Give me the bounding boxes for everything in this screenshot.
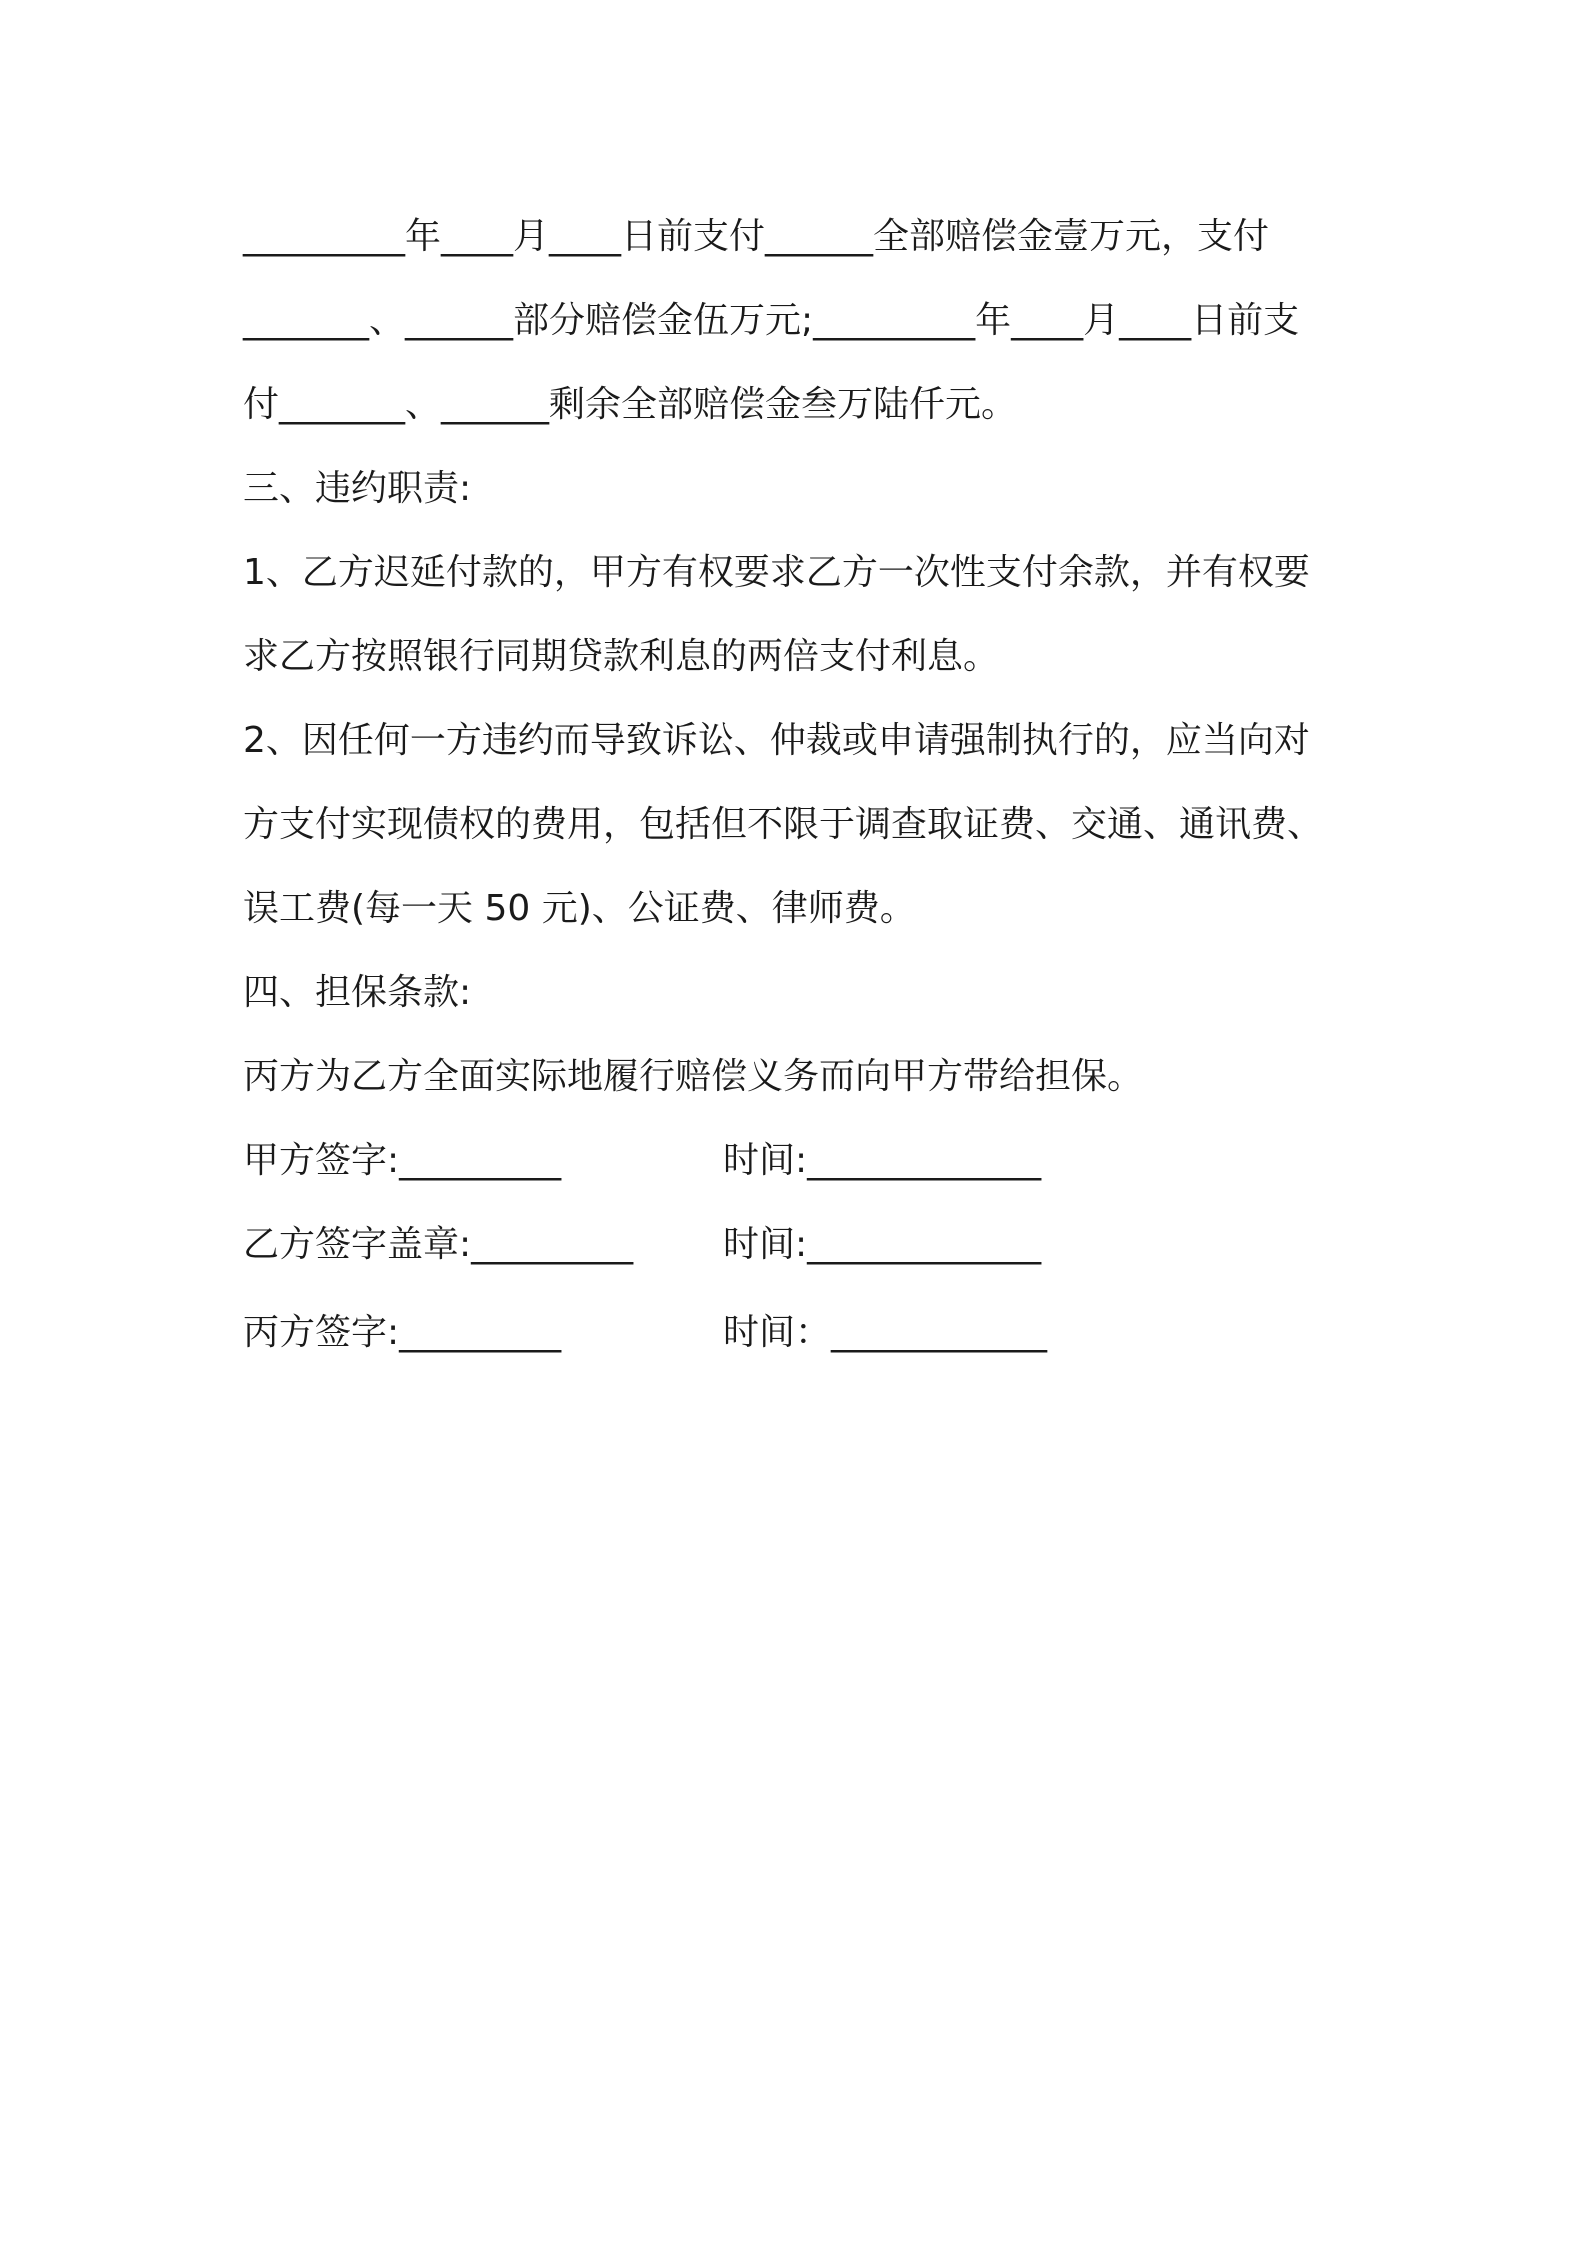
payment-clause-line-1: _________年____月____日前支付______全部赔偿金壹万元，支付 xyxy=(243,216,1270,257)
party-a-signature-field: 甲方签字:_________ xyxy=(243,1140,562,1181)
payment-clause-line-2: _______、______部分赔偿金伍万元;_________年____月____日前支 xyxy=(243,300,1300,341)
guarantee-clause: 丙方为乙方全面实际地履行赔偿义务而向甲方带给担保。 xyxy=(243,1056,1144,1097)
document-body xyxy=(243,195,1363,1375)
section-heading-guarantee: 四、担保条款: xyxy=(243,972,472,1013)
signature-row-party-a xyxy=(243,1119,1363,1203)
party-a-date-field: 时间:_____________ xyxy=(723,1140,1042,1181)
section-heading-breach: 三、违约职责: xyxy=(243,468,472,509)
signature-row-party-b xyxy=(243,1203,1363,1287)
breach-item-2-line-3: 误工费(每一天 50 元)、公证费、律师费。 xyxy=(243,888,916,929)
signature-row-party-c xyxy=(243,1291,1363,1375)
breach-item-1-line-1: 1、乙方迟延付款的，甲方有权要求乙方一次性支付余款，并有权要 xyxy=(243,552,1310,593)
breach-item-2-line-1: 2、因任何一方违约而导致诉讼、仲裁或申请强制执行的，应当向对 xyxy=(243,720,1310,761)
payment-clause-line-3: 付_______、______剩余全部赔偿金叁万陆仟元。 xyxy=(243,384,1018,425)
party-b-signature-field: 乙方签字盖章:_________ xyxy=(243,1224,634,1265)
party-c-signature-field: 丙方签字:_________ xyxy=(243,1312,562,1353)
party-c-date-field: 时间：____________ xyxy=(723,1312,1048,1353)
breach-item-2-line-2: 方支付实现债权的费用，包括但不限于调查取证费、交通、通讯费、 xyxy=(243,804,1324,845)
party-b-date-field: 时间:_____________ xyxy=(723,1224,1042,1265)
breach-item-1-line-2: 求乙方按照银行同期贷款利息的两倍支付利息。 xyxy=(243,636,1000,677)
